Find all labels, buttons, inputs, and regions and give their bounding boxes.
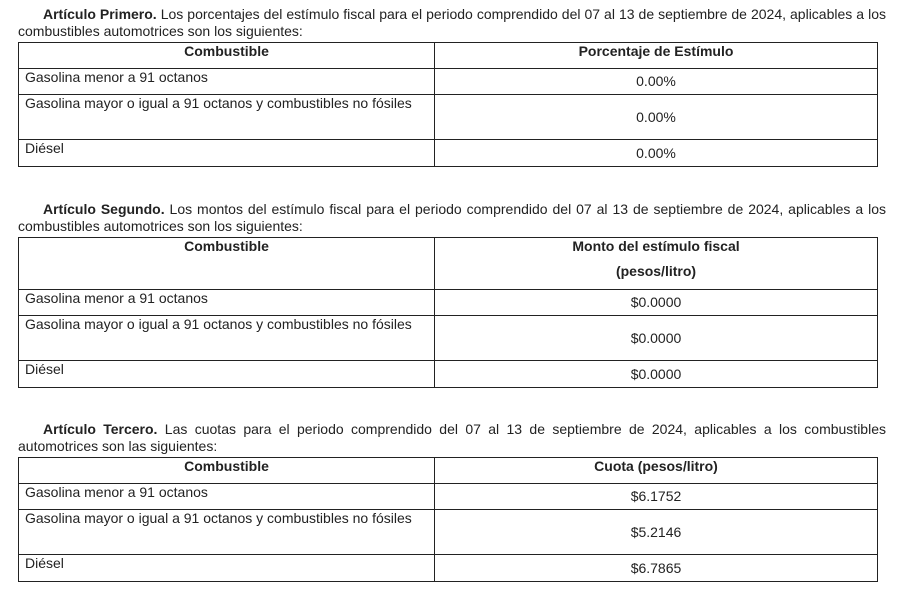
table-row xyxy=(19,140,878,167)
table-header-row xyxy=(19,458,878,484)
fuel-cell: Gasolina menor a 91 octanos xyxy=(19,290,435,316)
table-row xyxy=(19,510,878,555)
value-cell: $5.2146 xyxy=(435,510,878,555)
fuel-cell: Gasolina menor a 91 octanos xyxy=(19,484,435,510)
fuel-cell: Diésel xyxy=(19,361,435,388)
value-cell: $0.0000 xyxy=(435,316,878,361)
article-paragraph xyxy=(18,201,886,235)
article-segundo xyxy=(18,201,886,388)
article-paragraph xyxy=(18,421,886,455)
table-row xyxy=(19,484,878,510)
value-cell: $6.7865 xyxy=(435,555,878,582)
article-heading: Artículo Primero. xyxy=(43,6,157,22)
article-tercero xyxy=(18,421,886,582)
header-line-2: (pesos/litro) xyxy=(615,263,697,279)
fuel-cell: Diésel xyxy=(19,140,435,167)
fuel-cell: Gasolina menor a 91 octanos xyxy=(19,69,435,95)
table-row xyxy=(19,69,878,95)
table-header-row xyxy=(19,43,878,69)
value-cell: 0.00% xyxy=(435,69,878,95)
table-row xyxy=(19,290,878,316)
column-header-quota: Cuota (pesos/litro) xyxy=(435,458,878,484)
table-row xyxy=(19,95,878,140)
table-row xyxy=(19,316,878,361)
article-body: Las cuotas para el periodo comprendido del 07 al 13 de septiembre de 2024, aplicables a los combustibles automotrices son las siguientes: xyxy=(18,421,886,454)
fuel-cell: Gasolina mayor o igual a 91 octanos y combustibles no fósiles xyxy=(19,316,435,361)
fuel-cell: Gasolina mayor o igual a 91 octanos y combustibles no fósiles xyxy=(19,95,435,140)
column-header-amount xyxy=(435,238,878,290)
value-cell: $6.1752 xyxy=(435,484,878,510)
value-cell: 0.00% xyxy=(435,95,878,140)
table-row xyxy=(19,555,878,582)
column-header-fuel: Combustible xyxy=(19,43,435,69)
table-header-row xyxy=(19,238,878,290)
stimulus-percentage-table xyxy=(18,42,878,167)
value-cell: 0.00% xyxy=(435,140,878,167)
article-body: Los porcentajes del estímulo fiscal para el periodo comprendido del 07 al 13 de septiembre de 2024, aplicables a los combustibles automotrices son los siguientes: xyxy=(18,6,886,39)
article-body: Los montos del estímulo fiscal para el periodo comprendido del 07 al 13 de septiembre de 2024, aplicables a los combustibles automotrices son los siguientes: xyxy=(18,201,886,234)
column-header-fuel: Combustible xyxy=(19,238,435,290)
header-line-1: Monto del estímulo fiscal xyxy=(572,238,740,254)
article-heading: Artículo Tercero. xyxy=(43,421,158,437)
column-header-fuel: Combustible xyxy=(19,458,435,484)
table-row xyxy=(19,361,878,388)
value-cell: $0.0000 xyxy=(435,290,878,316)
article-paragraph xyxy=(18,6,886,40)
article-primero xyxy=(18,6,886,167)
stimulus-amount-table xyxy=(18,237,878,388)
value-cell: $0.0000 xyxy=(435,361,878,388)
fuel-cell: Gasolina mayor o igual a 91 octanos y combustibles no fósiles xyxy=(19,510,435,555)
article-heading: Artículo Segundo. xyxy=(43,201,165,217)
column-header-percentage: Porcentaje de Estímulo xyxy=(435,43,878,69)
fuel-cell: Diésel xyxy=(19,555,435,582)
fuel-quota-table xyxy=(18,457,878,582)
